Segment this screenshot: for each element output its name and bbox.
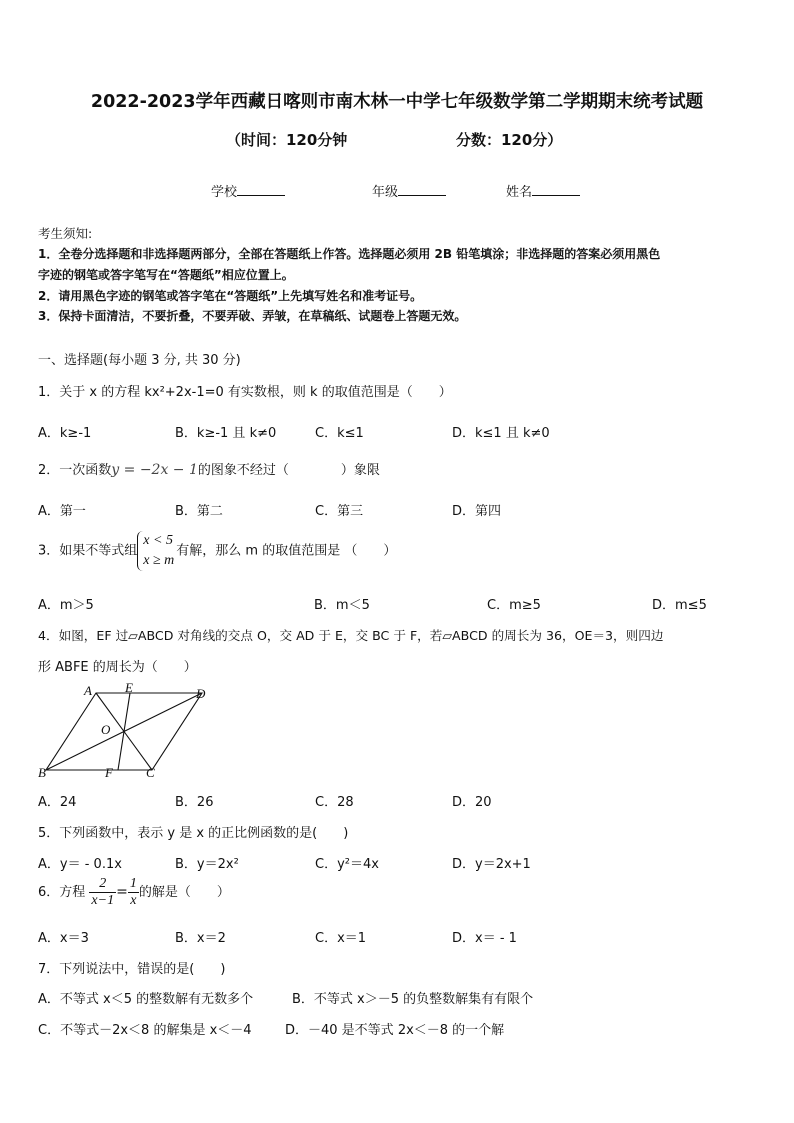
school-field	[211, 181, 285, 200]
q6-stem	[38, 876, 230, 909]
q3-inequality-system	[137, 531, 174, 571]
label-b: B	[38, 765, 46, 780]
q2-option-d: D．第四	[452, 504, 502, 519]
grade-label: 年级	[372, 185, 399, 200]
q5-stem: 5．下列函数中，表示 y 是 x 的正比例函数的是( )	[38, 826, 349, 841]
q7-option-d: D．－40 是不等式 2x＜－8 的一个解	[285, 1023, 505, 1038]
q6-option-b: B．x＝2	[175, 931, 226, 946]
q5-option-d: D．y＝2x+1	[452, 857, 531, 872]
q7-stem: 7．下列说法中，错误的是( )	[38, 962, 226, 977]
q1-option-a: A．k≥-1	[38, 426, 92, 441]
q3-option-c: C．m≥5	[487, 598, 541, 613]
notice-heading: 考生须知:	[38, 226, 93, 241]
q2-post: 的图象不经过（ ）象限	[197, 463, 380, 478]
notice-item-1-cont: 字迹的钢笔或答字笔写在“答题纸”相应位置上。	[38, 268, 294, 282]
q3-option-d: D．m≤5	[652, 598, 707, 613]
name-field	[506, 181, 580, 200]
grade-blank[interactable]	[398, 183, 446, 196]
q6-option-d: D．x＝ - 1	[452, 931, 517, 946]
q3-ineq-2: x ≥ m	[143, 553, 175, 568]
q6-option-a: A．x＝3	[38, 931, 89, 946]
q6-f2-den: x	[130, 893, 137, 908]
q6-equals: =	[116, 884, 128, 900]
label-o: O	[101, 722, 111, 737]
school-blank[interactable]	[237, 183, 285, 196]
notice-item-1: 1．全卷分选择题和非选择题两部分，全部在答题纸上作答。选择题必须用 2B 铅笔填涂；非选择题的答案必须用黑色	[38, 247, 661, 261]
q6-fraction-1	[89, 876, 116, 909]
school-label: 学校	[211, 185, 238, 200]
q5-option-a: A．y＝ - 0.1x	[38, 857, 122, 872]
q7-option-c: C．不等式－2x＜8 的解集是 x＜－4	[38, 1023, 252, 1038]
q6-f1-den: x−1	[91, 893, 115, 908]
notice-item-3: 3．保持卡面清洁，不要折叠，不要弄破、弄皱，在草稿纸、试题卷上答题无效。	[38, 309, 467, 323]
label-f: F	[105, 765, 113, 780]
segment-ef	[118, 693, 130, 770]
q6-option-c: C．x＝1	[315, 931, 367, 946]
q3-option-a: A．m＞5	[38, 598, 94, 613]
label-e: E	[125, 682, 133, 695]
q2-option-b: B．第二	[175, 504, 223, 519]
grade-field	[372, 181, 446, 200]
q1-option-b: B．k≥-1 且 k≠0	[175, 426, 277, 441]
q4-option-d: D．20	[452, 795, 492, 810]
exam-title: 2022-2023学年西藏日喀则市南木林一中学七年级数学第二学期期末统考试题	[90, 92, 704, 112]
name-blank[interactable]	[532, 183, 580, 196]
q4-stem-line1: 4．如图，EF 过▱ABCD 对角线的交点 O，交 AD 于 E，交 BC 于 F，若▱ABCD 的周长为 36，OE＝3，则四边	[38, 628, 664, 643]
q2-option-a: A．第一	[38, 504, 86, 519]
q3-option-b: B．m＜5	[314, 598, 370, 613]
q4-option-c: C．28	[315, 795, 354, 810]
q4-stem-line2: 形 ABFE 的周长为（ ）	[38, 660, 197, 675]
q4-option-b: B．26	[175, 795, 214, 810]
q1-option-c: C．k≤1	[315, 426, 364, 441]
q2-stem	[38, 459, 380, 478]
q4-parallelogram-figure	[34, 682, 216, 780]
exam-score: 分数：120分）	[456, 131, 563, 149]
q6-fraction-2	[128, 876, 139, 909]
q7-option-a: A．不等式 x＜5 的整数解有无数多个	[38, 992, 254, 1007]
label-d: D	[196, 686, 206, 701]
q6-pre: 6．方程	[38, 885, 86, 900]
q2-option-c: C．第三	[315, 504, 364, 519]
q7-option-b: B．不等式 x＞－5 的负整数解集有有限个	[292, 992, 534, 1007]
name-label: 姓名	[506, 185, 533, 200]
q3-post: 有解，那么 m 的取值范围是 （ ）	[176, 543, 397, 559]
q3-ineq-1: x < 5	[143, 533, 173, 548]
q6-post: 的解是（ ）	[138, 885, 230, 900]
exam-time: （时间：120分钟	[226, 131, 348, 149]
q4-option-a: A．24	[38, 795, 77, 810]
label-c: C	[146, 765, 155, 780]
q1-stem: 1．关于 x 的方程 kx²+2x-1=0 有实数根，则 k 的取值范围是（ ）	[38, 385, 452, 400]
q2-formula: y = −2x − 1	[111, 462, 198, 478]
section-heading: 一、选择题(每小题 3 分, 共 30 分)	[38, 353, 241, 368]
q1-option-d: D．k≤1 且 k≠0	[452, 426, 550, 441]
q3-pre: 3．如果不等式组	[38, 543, 138, 559]
q5-option-b: B．y＝2x²	[175, 857, 239, 872]
notice-item-2: 2．请用黑色字迹的钢笔或答字笔在“答题纸”上先填写姓名和准考证号。	[38, 289, 423, 303]
q5-option-c: C．y²＝4x	[315, 857, 379, 872]
label-a: A	[84, 683, 92, 698]
q2-pre: 2．一次函数	[38, 463, 112, 478]
q6-f2-num: 1	[129, 876, 137, 891]
q3-stem	[38, 531, 396, 571]
q6-f1-num: 2	[89, 876, 116, 893]
